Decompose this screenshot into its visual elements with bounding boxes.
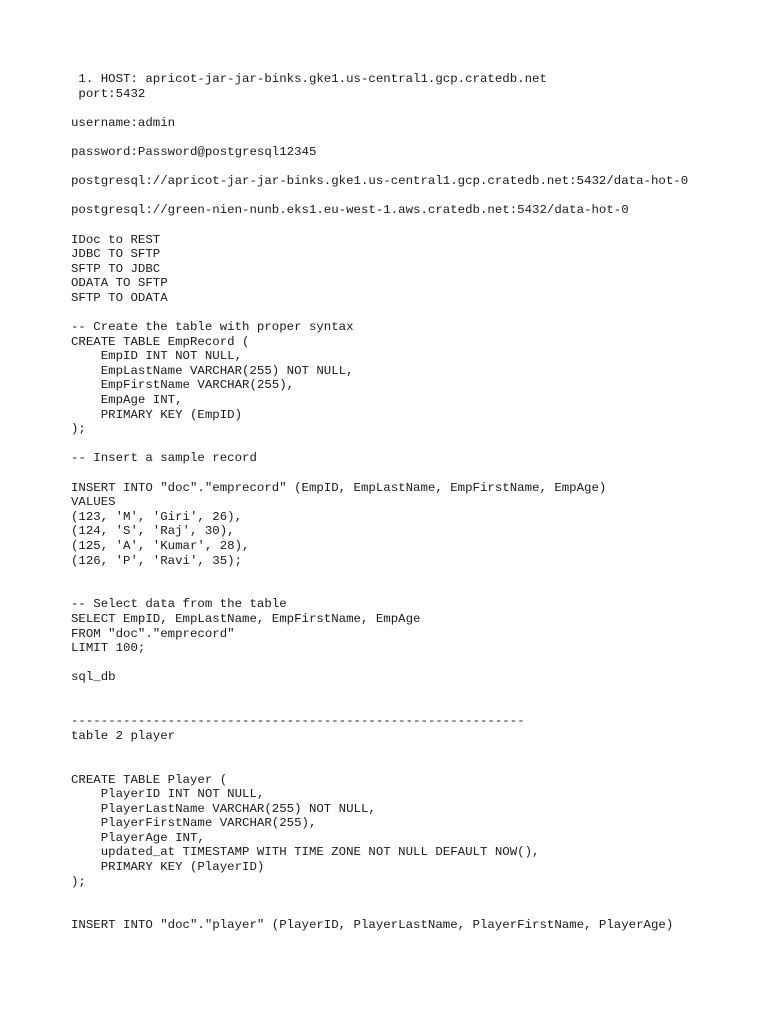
text-line — [71, 743, 751, 758]
text-line: ); — [71, 422, 86, 437]
text-line — [71, 758, 751, 773]
text-line: PlayerAge INT, — [71, 830, 205, 845]
text-line: ODATA TO SFTP — [71, 276, 168, 291]
text-line: CREATE TABLE Player ( — [71, 772, 228, 787]
text-line: PlayerID INT NOT NULL, — [71, 787, 265, 802]
text-line: SFTP TO JDBC — [71, 261, 161, 276]
text-line: FROM "doc"."emprecord" — [71, 626, 235, 641]
text-line: PRIMARY KEY (EmpID) — [71, 407, 243, 422]
text-line: table 2 player — [71, 728, 176, 743]
text-line — [71, 904, 751, 919]
text-line: VALUES — [71, 495, 116, 510]
text-line: sql_db — [71, 670, 116, 685]
text-line — [71, 583, 751, 598]
text-line — [71, 130, 751, 145]
text-line: (125, 'A', 'Kumar', 28), — [71, 539, 250, 553]
text-line: LIMIT 100; — [71, 641, 146, 656]
text-line: updated_at TIMESTAMP WITH TIME ZONE NOT NULL DEFAULT NOW(), — [71, 845, 540, 860]
text-line — [71, 466, 751, 481]
text-line: (123, 'M', 'Giri', 26), — [71, 509, 243, 524]
text-line: IDoc to REST — [71, 232, 161, 247]
text-line: -- Insert a sample record — [71, 451, 257, 466]
text-line: CREATE TABLE EmpRecord ( — [71, 334, 250, 349]
text-line — [71, 306, 751, 321]
text-line: JDBC TO SFTP — [71, 247, 161, 262]
text-line: EmpID INT NOT NULL, — [71, 349, 243, 364]
text-line — [71, 437, 751, 452]
text-line: port:5432 — [71, 86, 146, 101]
text-line: password:Password@postgresql12345 — [71, 144, 317, 159]
text-line: EmpFirstName VARCHAR(255), — [71, 378, 295, 393]
text-line: username:admin — [71, 115, 176, 130]
text-line: SELECT EmpID, EmpLastName, EmpFirstName, EmpAge — [71, 611, 421, 626]
text-line — [71, 656, 751, 671]
text-line: INSERT INTO "doc"."emprecord" (EmpID, EmpLastName, EmpFirstName, EmpAge) — [71, 480, 607, 495]
text-line: PlayerLastName VARCHAR(255) NOT NULL, — [71, 801, 376, 816]
text-line: PlayerFirstName VARCHAR(255), — [71, 816, 317, 831]
text-line: (124, 'S', 'Raj', 30), — [71, 524, 235, 539]
text-line: PRIMARY KEY (PlayerID) — [71, 860, 265, 875]
text-line: (126, 'P', 'Ravi', 35); — [71, 553, 243, 568]
text-line — [71, 160, 751, 175]
text-line: -- Create the table with proper syntax — [71, 320, 354, 335]
text-line: SFTP TO ODATA — [71, 290, 168, 305]
text-line — [71, 889, 751, 904]
text-line: postgresql://apricot-jar-jar-binks.gke1.us-central1.gcp.cratedb.net:5432/data-hot-0 — [71, 174, 689, 189]
text-line — [71, 568, 751, 583]
text-line: EmpLastName VARCHAR(255) NOT NULL, — [71, 363, 354, 378]
text-line — [71, 685, 751, 700]
text-line — [71, 189, 751, 204]
text-line: EmpAge INT, — [71, 393, 183, 408]
document-text-body — [71, 72, 751, 933]
text-line: -- Select data from the table — [71, 597, 287, 612]
text-line — [71, 700, 751, 715]
text-line: 1. HOST: apricot-jar-jar-binks.gke1.us-central1.gcp.cratedb.net — [71, 72, 547, 86]
text-line: ------------------------------------------------------------- — [71, 714, 525, 729]
text-line: postgresql://green-nien-nunb.eks1.eu-west-1.aws.cratedb.net:5432/data-hot-0 — [71, 203, 629, 218]
text-line — [71, 218, 751, 233]
text-line: ); — [71, 874, 86, 889]
text-line — [71, 101, 751, 116]
text-line: INSERT INTO "doc"."player" (PlayerID, PlayerLastName, PlayerFirstName, PlayerAge) — [71, 918, 674, 933]
